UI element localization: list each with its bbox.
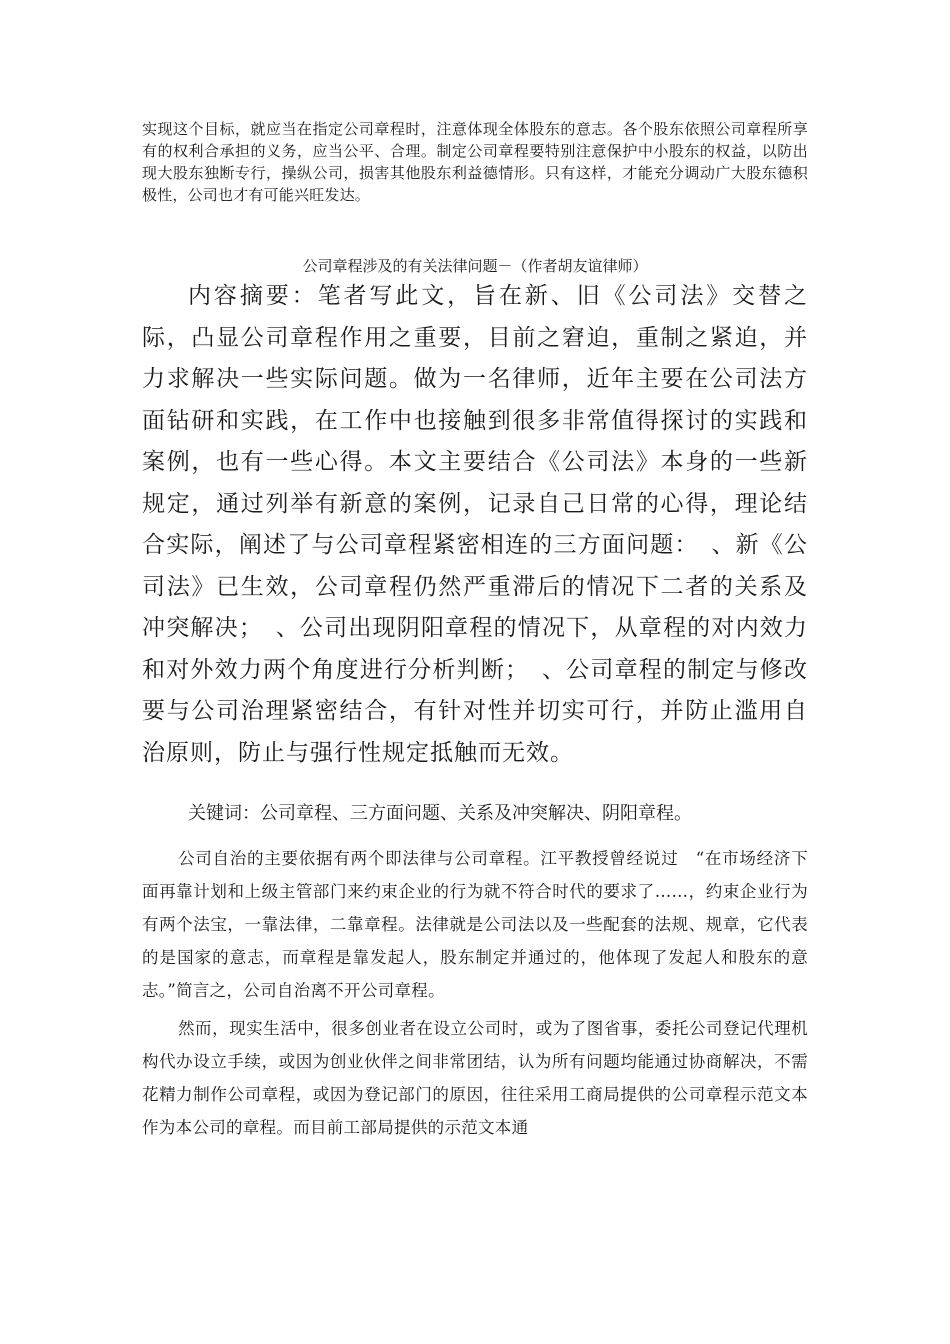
body-paragraph: 然而，现实生活中，很多创业者在设立公司时，或为了图省事，委托公司登记代理机构代办设立手续，或因为创业伙伴之间非常团结，认为所有问题均能通过协商解决，不需花精力制作公司章程，或因为登记部门的原因，往往采用工商局提供的公司章程示范文本作为本公司的章程。而目前工部局提供的示范文本通 — [142, 1019, 808, 1137]
abstract-paragraph: 内容摘要：笔者写此文，旨在新、旧《公司法》交替之际，凸显公司章程作用之重要，目前之窘迫，重制之紧迫，并力求解决一些实际问题。做为一名律师，近年主要在公司法方面钻研和实践，在工作中也接触到很多非常值得探讨的实践和案例，也有一些心得。本文主要结合《公司法》本身的一些新规定，通过列举有新意的案例，记录自己日常的心得，理论结合实际，阐述了与公司章程紧密相连的三方面问题： 、新《公司法》已生效，公司章程仍然严重滞后的情况下二者的关系及冲突解决； 、公司出现阴阳章程的情况下，从章程的对内效力和对外效力两个角度进行分析判断； 、公司章程的制定与修改要与公司治理紧密结合，有针对性并切实可行，并防止滥用自治原则，防止与强行性规定抵触而无效。 — [142, 283, 808, 766]
article-title: 公司章程涉及的有关法律问题－（作者胡友谊律师） — [302, 257, 648, 275]
body-paragraph: 公司自治的主要依据有两个即法律与公司章程。江平教授曾经说过 “在市场经济下面再靠计划和上级主管部门来约束企业的行为就不符合时代的要求了……，约束企业行为有两个法宝，一靠法律，二靠章程。法律就是公司法以及一些配套的法规、规章，它代表的是国家的意志，而章程是靠发起人，股东制定并通过的，他体现了发起人和股东的意志。”简言之，公司自治离不开公司章程。 — [142, 849, 808, 1000]
keywords-line: 关键词：公司章程、三方面问题、关系及冲突解决、阴阳章程。 — [188, 803, 692, 824]
intro-paragraph: 实现这个目标，就应当在指定公司章程时，注意体现全体股东的意志。各个股东依照公司章程所享有的权利合承担的义务，应当公平、合理。制定公司章程要特别注意保护中小股东的权益，以防出现大股东独断专行，操纵公司，损害其他股东利益德情形。只有这样，才能充分调动广大股东德积极性，公司也才有可能兴旺发达。 — [142, 120, 808, 204]
